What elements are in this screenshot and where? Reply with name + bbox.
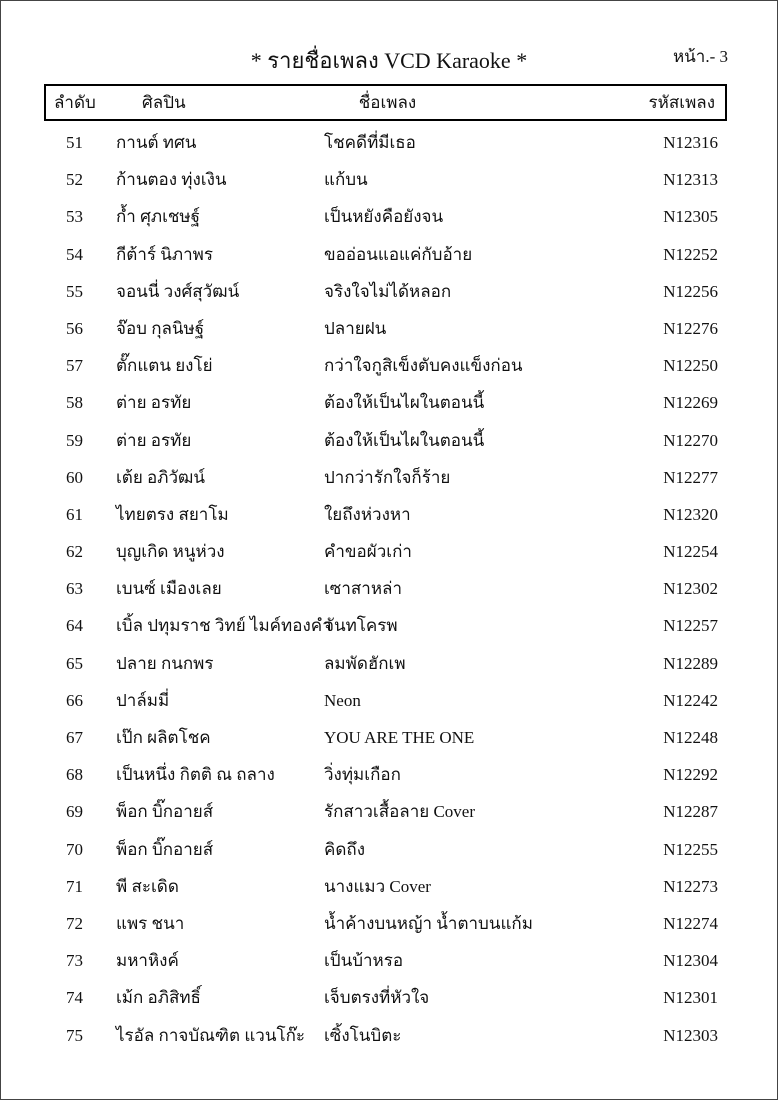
row-seq: 69	[66, 802, 83, 822]
row-code: N12277	[663, 467, 718, 487]
row-code: N12276	[663, 318, 718, 338]
row-code: N12269	[663, 393, 718, 413]
header-seq: ลำดับ	[54, 93, 96, 112]
row-artist: ก้านตอง ทุ่งเงิน	[116, 170, 227, 190]
row-song: จันทโครพ	[324, 616, 398, 636]
row-seq: 66	[66, 690, 83, 710]
row-seq: 65	[66, 653, 83, 673]
row-artist: ต่าย อรทัย	[116, 393, 192, 413]
row-seq: 54	[66, 244, 83, 264]
row-song: YOU ARE THE ONE	[324, 728, 475, 747]
page-number: หน้า.- 3	[672, 47, 728, 66]
row-artist: บุญเกิด หนูห่วง	[116, 542, 225, 562]
table-row	[0, 130, 778, 167]
row-code: N12305	[663, 207, 718, 227]
header-code: รหัสเพลง	[648, 93, 715, 112]
table-row	[0, 837, 778, 874]
row-code: N12250	[663, 356, 718, 376]
row-artist: เม้ก อภิสิทธิ์	[116, 988, 201, 1008]
row-song: คำขอผัวเก่า	[324, 542, 412, 562]
row-artist: กีต้าร์ นิภาพร	[116, 244, 213, 264]
table-row	[0, 428, 778, 465]
row-code: N12255	[663, 839, 718, 859]
row-seq: 62	[66, 542, 83, 562]
row-artist: ตั๊กแตน ยงโย่	[116, 356, 213, 376]
row-seq: 51	[66, 133, 83, 152]
row-code: N12303	[663, 1025, 718, 1045]
row-artist: ไรอัล กาจบัณฑิต แวนโก๊ะ	[116, 1025, 306, 1045]
document-title: * รายชื่อเพลง VCD Karaoke *	[250, 48, 528, 73]
row-seq: 73	[66, 951, 83, 971]
row-seq: 53	[66, 207, 83, 227]
table-row	[0, 390, 778, 427]
row-seq: 72	[66, 913, 83, 933]
row-artist: เป๊ก ผลิตโชค	[116, 728, 211, 747]
row-code: N12302	[663, 579, 718, 599]
row-code: N12254	[663, 542, 718, 562]
row-seq: 70	[66, 839, 83, 859]
row-artist: ปาล์มมี่	[116, 690, 170, 710]
table-row	[0, 911, 778, 948]
table-header	[44, 84, 727, 121]
row-artist: จ๊อบ กุลนิษฐ์	[116, 318, 205, 338]
row-code: N12248	[663, 728, 718, 747]
row-seq: 64	[66, 616, 83, 636]
row-code: N12292	[663, 765, 718, 785]
table-row	[0, 985, 778, 1022]
row-code: N12316	[663, 133, 718, 152]
row-song: ต้องให้เป็นไผในตอนนี้	[324, 430, 485, 450]
row-code: N12301	[663, 988, 718, 1008]
row-artist: ปลาย กนกพร	[116, 653, 214, 673]
row-code: N12252	[663, 244, 718, 264]
row-artist: กานต์ ทศน	[116, 133, 197, 152]
row-song: Neon	[324, 690, 361, 710]
row-artist: จอนนี่ วงศ์สุวัฒน์	[116, 281, 240, 301]
row-code: N12273	[663, 876, 718, 896]
row-artist: แพร ชนา	[116, 913, 185, 933]
row-song: ต้องให้เป็นไผในตอนนี้	[324, 393, 485, 413]
row-song: เซิ้งโนบิตะ	[324, 1025, 402, 1045]
table-row	[0, 613, 778, 650]
song-list	[0, 130, 778, 1060]
row-seq: 56	[66, 318, 83, 338]
table-row	[0, 167, 778, 204]
row-song: จริงใจไม่ได้หลอก	[324, 281, 452, 301]
row-artist: พ็อก บิ๊กอายส์	[116, 802, 214, 822]
table-row	[0, 725, 778, 762]
row-song: ปลายฝน	[324, 318, 387, 338]
table-row	[0, 316, 778, 353]
row-seq: 74	[66, 988, 83, 1008]
table-row	[0, 576, 778, 613]
row-song: แก้บน	[324, 170, 368, 190]
row-code: N12320	[663, 504, 718, 524]
row-song: ปากว่ารักใจก็ร้าย	[324, 467, 451, 487]
table-row	[0, 799, 778, 836]
row-song: ขออ่อนแอแค่กับอ้าย	[324, 244, 473, 264]
row-song: กว่าใจกูสิเข็งตับคงแข็งก่อน	[324, 356, 523, 376]
row-song: ลมพัดฮักเพ	[324, 653, 406, 673]
row-seq: 67	[66, 728, 83, 747]
row-artist: เป็นหนึ่ง กิตติ ณ ถลาง	[116, 765, 275, 785]
row-code: N12313	[663, 170, 718, 190]
table-row	[0, 948, 778, 985]
row-code: N12270	[663, 430, 718, 450]
row-song: เจ็บตรงที่หัวใจ	[324, 988, 430, 1008]
header-song: ชื่อเพลง	[358, 93, 417, 112]
row-song: โชคดีที่มีเธอ	[324, 133, 416, 152]
row-seq: 60	[66, 467, 83, 487]
row-song: คิดถึง	[324, 839, 366, 859]
row-song: เป็นหยังคือยังจน	[324, 207, 444, 227]
row-code: N12287	[663, 802, 718, 822]
row-artist: เบิ้ล ปทุมราช วิทย์ ไมค์ทองคำ	[116, 616, 332, 636]
row-song: รักสาวเสื้อลาย Cover	[324, 802, 476, 822]
row-code: N12242	[663, 690, 718, 710]
table-row	[0, 204, 778, 241]
row-seq: 68	[66, 765, 83, 785]
table-row	[0, 688, 778, 725]
row-code: N12257	[663, 616, 718, 636]
row-song: น้ำค้างบนหญ้า น้ำตาบนแก้ม	[324, 913, 533, 933]
row-artist: เต้ย อภิวัฒน์	[116, 467, 206, 487]
row-seq: 52	[66, 170, 83, 190]
row-seq: 63	[66, 579, 83, 599]
row-code: N12289	[663, 653, 718, 673]
row-song: เซาสาหล่า	[324, 579, 402, 599]
row-artist: ไทยตรง สยาโม	[116, 504, 229, 524]
row-artist: มหาหิงค์	[116, 951, 179, 971]
row-seq: 61	[66, 504, 83, 524]
table-row	[0, 651, 778, 688]
row-artist: ก้ำ ศุภเชษฐ์	[116, 207, 201, 227]
row-song: นางแมว Cover	[324, 876, 431, 896]
table-row	[0, 1023, 778, 1060]
table-row	[0, 279, 778, 316]
table-row	[0, 465, 778, 502]
row-seq: 55	[66, 281, 83, 301]
row-seq: 71	[66, 876, 83, 896]
row-artist: เบนซ์ เมืองเลย	[116, 579, 222, 599]
row-seq: 75	[66, 1025, 83, 1045]
row-artist: พ็อก บิ๊กอายส์	[116, 839, 214, 859]
table-row	[0, 242, 778, 279]
row-code: N12304	[663, 951, 718, 971]
table-row	[0, 502, 778, 539]
row-artist: ต่าย อรทัย	[116, 430, 192, 450]
table-row	[0, 762, 778, 799]
table-row	[0, 353, 778, 390]
table-row	[0, 539, 778, 576]
row-seq: 58	[66, 393, 83, 413]
row-song: วิ่งทุ่มเกือก	[324, 765, 401, 785]
row-seq: 57	[66, 356, 83, 376]
row-song: ใยถึงห่วงหา	[324, 504, 411, 524]
row-seq: 59	[66, 430, 83, 450]
table-row	[0, 874, 778, 911]
row-artist: พี สะเดิด	[116, 876, 179, 896]
row-code: N12274	[663, 913, 718, 933]
row-song: เป็นบ้าหรอ	[324, 951, 404, 971]
header-artist: ศิลปิน	[142, 93, 186, 112]
row-code: N12256	[663, 281, 718, 301]
